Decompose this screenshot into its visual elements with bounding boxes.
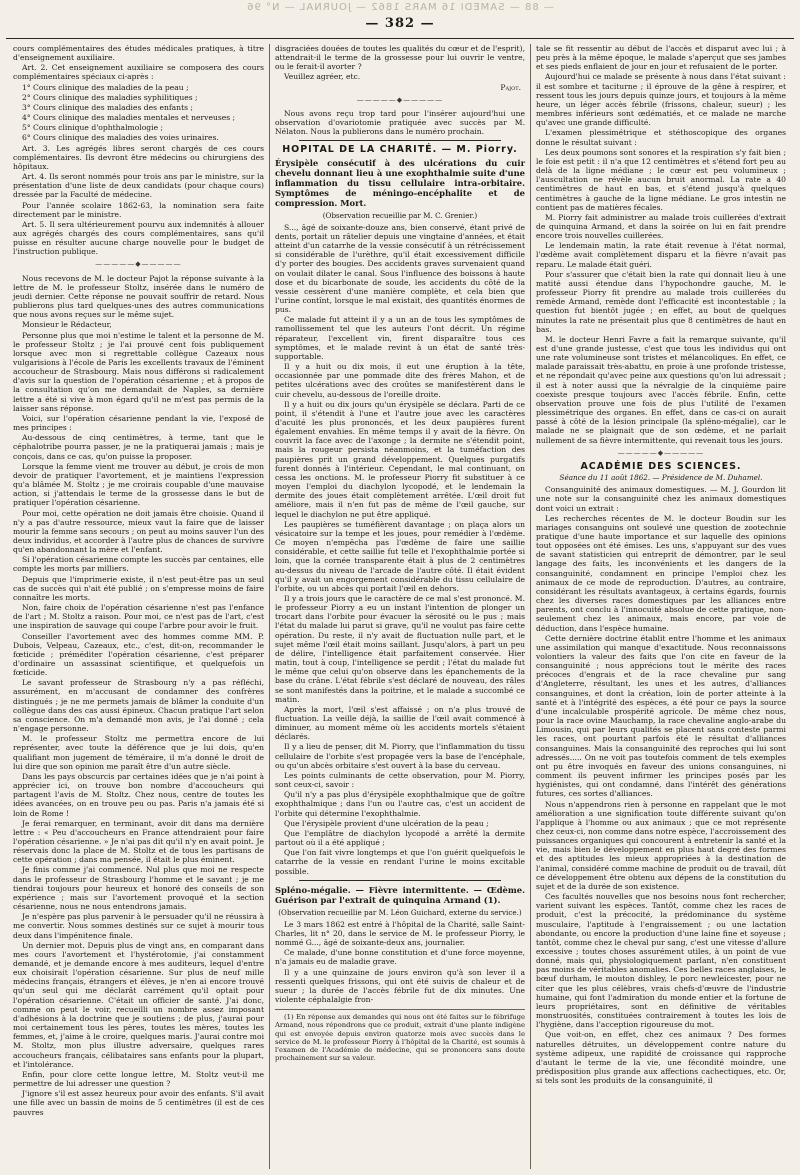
footnote [275,1009,525,1062]
closing-line: Veuillez agréer, etc. [284,72,361,82]
paragraph: Je ferai remarquer, en terminant, avoir dit dans ma dernière lettre : « Peu d'accoucheurs en France attendraient pour faire l'opération césarienne. » Je n'ai pas dit qu'il n'y en avait point. Je réservais donc la place de M. Stoltz et de tous les partisans de cette opération ; dans ma pensée, il était le plus éminent. [13,818,264,865]
list-item: 2° Cours clinique des maladies syphilitiques ; [22,92,198,102]
paragraph: Aujourd'hui ce malade se présente à nous dans l'état suivant : il est sombre et taciturne ; il éprouve de la gêne à respirer, et ressent tous les jours depuis quinze jours, et toujours à la même heure, un léger accès fébrile (frissons, chaleur, sueur) ; les membres inférieurs sont œdématiés, et ce malade ne marche qu'avec une grande difficulté. [536,72,786,128]
columns [8,44,792,1169]
paragraph: Ce malade, d'une bonne constitution et d'une force moyenne, n'a jamais eu de maladie grave. [275,948,525,967]
paragraph: Enfin, pour clore cette longue lettre, M. Stoltz veut-il me permettre de lui adresser une question ? [13,1069,264,1089]
paragraph: tale se fit ressentir au début de l'accès et disparut avec lui ; à peu près à la même époque, le malade s'aperçut que ses jambes et ses pieds enflaient de jour en jour et refusaient de le porter. [536,44,786,72]
divider [299,880,501,881]
paragraph: Que voit-on, en effet, chez ces animaux ? Des formes naturelles détruites, un développement contre nature du système adipeux, une rapidité de croissance qui rapproche d'autant le terme de la vie, une fécondité moindre, une prédisposition plus grande aux affections cachectiques, etc. Or, si tels sont les produits de la consanguinité, il [536,1030,786,1086]
paragraph: Les deux poumons sont sonores et la respiration s'y fait bien ; le foie est petit : il n'a que 12 centimètres et s'étend fort peu au delà de la ligne médiane ; le cœur est peu volumineux ; l'auscultation ne révèle aucun bruit anormal. La rate a 40 centimètres de haut en bas, et s'étend jusqu'à quelques centimètres à gauche de la ligne médiane. Le gros intestin ne contient pas de matières fécales. [536,147,786,212]
paragraph: M. le professeur Stoltz me permettra encore de lui représenter, avec toute la déférence que je lui dois, qu'en qualifiant mon jugement de téméraire, il m'a donné le droit de lui dire que son opinion me paraît être d'un autre siècle. [13,734,264,771]
column-middle [269,44,530,1169]
paragraph: Pour moi, cette opération ne doit jamais être choisie. Quand il n'y a pas d'autre ressource, mieux vaut la faire que de laisser mourir la femme sans secours ; on peut au moins sauver l'un des deux individus, et accorder à l'autre plus de chances de survivre qu'en abandonnant la mère et l'enfant. [13,508,264,555]
paragraph: Non, faire choix de l'opération césarienne n'est pas l'enfance de l'art ; M. Stoltz a raison. Pour moi, ce n'est pas de l'art, c'est une inspiration de sauvage qui coupe l'arbre pour avoir le fruit. [13,603,264,631]
bleed-through-text: — 88 — SAMEDI 16 MARS 1862 — JOURNAL — N° 96 [246,2,554,13]
paragraph: Que l'emplâtre de diachylon lycopodé a arrêté la dermite partout où il a été appliqué ; [275,828,525,848]
paragraph: Depuis que l'imprimerie existe, il n'est peut-être pas un seul cas de succès qui n'ait été publié ; on s'empresse moins de faire connaître les morts. [13,574,264,602]
signature: Pajot. [500,82,521,92]
ornament-separator: —————◆————— [617,448,705,457]
section-heading: HOPITAL DE LA CHARITÉ. — M. Piorry. [282,144,518,156]
paragraph: Le savant professeur de Strasbourg n'y a pas réfléchi, assurément, en m'accusant de condamner des confrères distingués ; je ne me permets jamais de blâmer la conduite d'un collègue dans des cas aussi épineux. Chacun pratique l'art selon sa conscience. On m'a demandé mon avis, je l'ai donné ; cela n'engage personne. [13,678,264,734]
paragraph: Je finis comme j'ai commencé. Nul plus que moi ne respecte dans le professeur de Strasbourg l'homme et le savant ; je me tiendrai toujours pour heureux et honoré des conseils de son expérience ; mais sur l'avortement provoqué et la section césarienne, nous ne nous entendrons jamais. [13,865,264,912]
paragraph: Un dernier mot. Depuis plus de vingt ans, en comparant dans mes cours l'avortement et l'hystérotomie, j'ai constamment demandé, et je demande encore à mes auditeurs, lequel d'entre eux choisirait l'opération césarienne. Sur plus de neuf mille médecins français, étrangers et élèves, je n'en ai encore trouvé qu'un seul qui me déclarât carrément qu'il optait pour l'opération césarienne. C'était un officier de santé. J'ai donc, comme on peut le voir, recueilli un nombre assez imposant d'adhésions à la doctrine que je soutiens ; de plus, j'aurai pour moi certainement tous les pères, toutes les mères, toutes les femmes, et, j'aime à le croire, quelques maris. J'aurai contre moi M. Stoltz, mon plus illustre adversaire, quelques rares accoucheurs français, célibataires sans enfants pour la plupart, et l'intolérance. [13,940,264,1069]
paragraph: Si l'opération césarienne compte les succès par centaines, elle compte les morts par milliers. [13,555,264,574]
paragraph: M. le docteur Henri Favre a fait la remarque suivante, qu'il est d'une grande justesse, c'est que tous les individus qui ont une rate volumineuse sont tristes et mélancoliques. En effet, ce malade paraissait très-abattu, en proie à une profonde tristesse, et ne répondait qu'avec peine aux questions qu'on lui adressait ; il est à noter aussi que la névralgie de la cinquième paire coexiste presque toujours avec l'accès fébrile. Enfin, cette observation prouve une fois de plus l'utilité de l'examen plessimétrique des organes. En effet, dans ce cas-ci on aurait passé à côté de la lésion principale (la spléno-mégalie), car le malade ne se plaignait que de son œdème, et ne parlait nullement de sa fièvre intermittente, qui revenait tous les jours. [536,334,786,445]
paragraph: Que l'on fait vivre longtemps et que l'on guérit quelquefois le catarrhe de la vessie en rendant l'urine le moins excitable possible. [275,848,525,876]
divider [299,140,501,141]
column-left [8,44,269,1169]
paragraph: L'examen plessimétrique et stéthoscopique des organes donne le résultat suivant : [536,128,786,147]
case-title: Érysipèle consécutif à des ulcérations du cuir chevelu donnant lieu à une exophthalmie suite d'une inflammation du tissu cellulaire intra-orbitaire. Symptômes de méningo-encéphalite et de compression. Mort. [275,157,525,208]
salutation: Monsieur le Rédacteur, [22,320,112,330]
ornament-separator: —————◆————— [356,95,444,104]
paragraph: Nous n'appendrons rien à personne en rappelant que le mot amélioration a une signification toute différente suivant qu'on l'applique à l'homme ou aux animaux ; que ce mot représente chez ceux-ci, non comme dans notre espèce, l'accroissement des puissances organiques qui concourent à entretenir la santé et la vie, mais bien le développement en plus haut degré des formes et des aptitudes les mieux appropriées à la destination de l'animal, considéré comme machine de produit ou de travail, dût ce développement être obtenu aux dépens de la constitution du sujet et de la durée de son existence. [536,799,786,891]
list-item: 5° Cours clinique d'ophthalmologie ; [22,123,164,133]
paragraph: Il y a huit ou dix mois, il eut une éruption à la tête, occasionnée par une pommade dite des frères Mahon, et de petites ulcérations avec des croûtes se manifestèrent dans le cuir chevelu, au-dessous de l'oreille droite. [275,362,525,399]
paragraph: cours complémentaires des études médicales pratiques, à titre d'enseignement auxiliaire. [13,44,264,63]
list-item: 3° Cours clinique des maladies des enfants ; [22,102,193,112]
paragraph: Le lendemain matin, la rate était revenue à l'état normal, l'œdème avait complètement disparu et la fièvre n'avait pas reparu. Le malade était guéri. [536,241,786,269]
paragraph: Pour s'assurer que c'était bien la rate qui donnait lieu à une matité aussi étendue dans l'hypochondre gauche, M. le professeur Piorry fit prendre au malade trois cuillerées du remède Armand, remède dont l'efficacité est incontestable ; la question fut bientôt jugée ; en effet, au bout de quelques minutes la rate ne présentait plus que 8 centimètres de haut en bas. [536,269,786,334]
list-item: 4° Cours clinique des maladies mentales et nerveuses ; [22,113,236,123]
paragraph: Art. 3. Les agrégés libres seront chargés de ces cours complémentaires. Ils devront être médecins ou chirurgiens des hôpitaux. [13,143,264,171]
paragraph: Voici, sur l'opération césarienne pendant la vie, l'exposé de mes principes : [13,413,264,433]
paragraph: Les paupières se tuméfièrent davantage ; on plaça alors un vésicatoire sur la tempe et les joues, pour remédier à l'œdème. Ce moyen n'empêcha pas l'œdème de faire une saillie considérable, et cette saillie fut telle et l'exophthalmie portée si loin, que la cornée transparente était à plus de 2 centimètres au-dessus du niveau de l'arcade de l'autre côté. Il était évident qu'il y avait un engorgement considérable du tissu cellulaire de l'orbite, ou un abcès qui portait l'œil en dehors. [275,519,525,593]
observation-note: (Observation recueillie par M. Léon Guichard, externe du service.) [278,907,522,917]
paragraph: disgraciées douées de toutes les qualités du cœur et de l'esprit), attendrait-il le terme de la grossesse pour lui ouvrir le ventre, ou le ferait-il avorter ? [275,44,525,72]
page-number: — 382 — [365,16,435,31]
paragraph: Qu'il n'y a pas plus d'érysipèle exophthalmique que de goître exophthalmique ; dans l'un ou l'autre cas, c'est un accident de l'orbite qui détermine l'exophthalmie. [275,790,525,818]
paragraph: Nous avons reçu trop tard pour l'insérer aujourd'hui une observation d'ovariotomie pratiquée avec succès par M. Nélaton. Nous la publierons dans le numéro prochain. [275,108,525,137]
paragraph: Il y a une quinzaine de jours environ qu'à son lever il a ressenti quelques frissons, qui ont été suivis de chaleur et de sueur ; la durée de l'accès fébrile fut de dix minutes. Une violente céphalalgie fron- [275,967,525,1005]
footnote-text: (1) En réponse aux demandes qui nous ont été faites sur le fébrifuge Armand, nous répondrons que ce produit, extrait d'une plante indigène qui est envoyée depuis environ quatorze mois avec succès dans le service de M. le professeur Piorry à l'hôpital de la Charité, est soumis à l'examen de l'Académie de médecine, qui se prononcera sans doute prochainement sur sa valeur. [275,1013,525,1063]
paragraph: Consanguinité des animaux domestiques. — M. J. Gourdon lit une note sur la consanguinité chez les animaux domestiques dont voici un extrait : [536,485,786,513]
paragraph: Dans les pays obscurcis par certaines idées que je n'ai point à apprécier ici, on trouve bon nombre d'accoucheurs qui partagent l'avis de M. Stoltz. Chez nous, centre de toutes les idées avancées, on en trouve peu ou pas. Paris n'a jamais été si loin de Rome ! [13,771,264,818]
paragraph: Le 3 mars 1862 est entré à l'hôpital de la Charité, salle Saint-Charles, lit n° 20, dans le service de M. le professeur Piorry, le nommé G..., âgé de soixante-deux ans, journalier. [275,919,525,948]
paragraph: Art. 4. Ils seront nommés pour trois ans par le ministre, sur la présentation d'une liste de deux candidats (pour chaque cours) dressée par la Faculté de médecine. [13,172,264,200]
session-line: Séance du 11 août 1862. — Présidence de M. Duhamel. [559,473,763,483]
paragraph: Personne plus que moi n'estime le talent et la personne de M. le professeur Stoltz ; je l'ai prouvé cent fois publiquement lorsque avec mon si regrettable collègue Cazeaux nous vulgarisions à l'école de Paris les excellents travaux de l'éminent accoucheur de Strasbourg. Mais nous différons si radicalement d'avis sur la question de l'opération césarienne ; et à propos de la consultation qu'on me demandait de Naples, sa dernière lettre a été si vive à mon égard qu'il ne m'est pas permis de la laisser sans réponse. [13,330,264,413]
paragraph: M. Piorry fait administrer au malade trois cuillerées d'extrait de quinquina Armand, et dans la soirée on lui en fait prendre encore trois nouvelles cuillerées. [536,212,786,241]
paragraph: J'ignore s'il est assez heureux pour avoir des enfants. S'il avait une fille avec un bassin de moins de 5 centimètres (il est de ces pauvres [13,1089,264,1117]
paragraph: Art. 2. Cet enseignement auxiliaire se composera des cours complémentaires spéciaux ci-après : [13,63,264,82]
paragraph: Après la mort, l'œil s'est affaissé ; on n'a plus trouvé de fluctuation. La veille déjà, la saillie de l'œil avait commencé à diminuer, au moment même où les accidents mortels s'étaient déclarés. [275,704,525,742]
page-header [6,2,794,39]
list-item: 1° Cours clinique des maladies de la peau ; [22,82,189,92]
section-heading: ACADÉMIE DES SCIENCES. [580,460,742,472]
paragraph: Conseiller l'avortement avec des hommes comme MM. P. Dubois, Velpeau, Cazeaux, etc., c'est, dit-on, recommander le fœticide ; préméditer l'opération césarienne, c'est préparer d'ordinaire un assassinat scientifique, et quelquefois un fœticide. [13,631,264,678]
paragraph: Au-dessous de cinq centimètres, à terme, tant que le céphalotribe pourra passer, je ne la pratiquerai jamais ; mais je conçois, dans ce cas, qu'on puisse la proposer. [13,433,264,461]
paragraph: Les recherches récentes de M. le docteur Boudin sur les mariages consanguins ont soulevé une question de zootechnie pratique d'une haute importance et sur laquelle des opinions tout opposées ont été émises. Les uns, s'appuyant sur des vues de savant statisticien qui entreprit de démontrer, par le seul langage des faits, les inconvénients et les dangers de la consanguinité, condamnent en principe l'emploi chez les animaux de ce mode de reproduction. D'autres, au contraire, considérant les résultats avantageux, à certains égards, fournis chez les diverses races domestiques par les alliances entre parents, ont conclu à l'innocuité absolue de cette pratique, non-seulement chez les animaux, mais encore, par voie de déduction, dans l'espèce humaine. [536,513,786,633]
paragraph: Cette dernière doctrine établit entre l'homme et les animaux une assimilation qui manque d'exactitude. Nous reconnaissons volontiers la valeur des faits que l'on cite en faveur de la consanguinité ; nous apprécions tout le mérite des races précoces d'engrais et de la race chevaline pur sang d'Angleterre, résultant, les unes et les autres, d'alliances consanguines, et dont la création, loin de porter atteinte à la santé et à l'intégrité des espèces, a été pour ce pays la source d'une incalculable prospérité agricole. De même chez nous, pour la race ovine Mauchamp, la race chevaline anglo-arabe du Limousin, qui par leurs qualités se placent sans conteste parmi les races, ont pourtant parfois été le résultat d'alliances consanguines. Mais la consanguinité des reproches qui lui sont adressés..... On ne voit pas toutefois comment de tels exemples ont pu être invoqués en faveur des unions consanguines, ni comment ils peuvent infirmer les principes posés par les hygiénistes, qui ont condamné, dans l'intérêt des générations futures, ces sortes d'alliances. [536,633,786,799]
paragraph: Nous recevons de M. le docteur Pajot la réponse suivante à la lettre de M. le professeur Stoltz, insérée dans le numéro de jeudi dernier. Cette réponse ne pouvait souffrir de retard. Nous publierons plus tard quelques-unes des autres communications que nous avons reçues sur le même sujet. [13,273,264,320]
paragraph: Ces facultés nouvelles que nos besoins nous font rechercher, varient suivant les espèces. Tantôt, comme chez les races de produit, c'est la précocité, la prédominance du système musculaire, l'aptitude à l'engraissement ; ou une lactation abondante, ou encore la production d'une laine fine et soyeuse ; tantôt, comme chez le cheval pur sang, c'est une vitesse d'allure excessive ; toutes choses assurément utiles, à un point de vue donné, mais qui, physiologiquement parlant, n'en constituent pas moins de véritables anomalies. Ces belles races anglaises, le bœuf durham, le mouton dishley, le porc newleicester, pour ne citer que les plus célèbres, vrais chefs-d'œuvre de l'industrie humaine, qui font l'admiration du monde entier et la fortune de leurs propriétaires, sont en définitive de véritables monstruosités, constituées contrairement à toutes les lois de l'hygiène, dans l'acception rigoureuse du mot. [536,892,786,1030]
column-right [530,44,791,1169]
ornament-separator: —————◆————— [95,260,182,269]
paragraph: Il y a lieu de penser, dit M. Piorry, que l'inflammation du tissu cellulaire de l'orbite s'est propagée vers la base de l'encéphale, ou qu'un abcès orbitaire s'est ouvert à la base du cerveau. [275,742,525,770]
paragraph: Je n'espère pas plus parvenir à le persuader qu'il ne réussira à me convertir. Nous sommes destinés sur ce sujet à mourir tous deux dans l'impénitence finale. [13,912,264,940]
paragraph: S..., âgé de soixante-douze ans, bien conservé, étant privé de dents, portait un râtelier depuis une vingtaine d'années, et était atteint d'un catarrhe de la vessie consécutif à un rétrécissement si considérable de l'urèthre, qu'il était excessivement difficile d'y porter des bougies. Des accidents graves survenaient quand on voulait dilater le canal. Sous l'influence des boissons à haute dose et du bicarbonate de soude, les accidents du côté de la vessie cessèrent d'une manière complète, et cela bien que l'urine contînt, lorsque le mal existait, des quantités énormes de pus. [275,222,525,315]
paragraph: Art. 5. Il sera ultérieurement pourvu aux indemnités à allouer aux agrégés chargés des cours complémentaires, sans qu'il puisse en résulter aucune charge nouvelle pour le budget de l'instruction publique. [13,219,264,257]
paragraph: Il y a huit ou dix jours qu'un érysipèle se déclara. Parti de ce point, il s'étendit à l'une et l'autre joue avec les caractères d'acuité les plus prononcés, et les deux paupières furent également envahies. En même temps il y avait de la fièvre. On couvrit la face avec de l'axonge ; la dermite ne s'étendit point, mais la rougeur persista néanmoins, et la tuméfaction des paupières prit un grand développement. Quelques purgatifs furent donnés à l'intérieur. Cependant, le mal continuant, on cessa les onctions. M. le professeur Piorry fit substituer à ce moyen l'emploi du diachylon lycopodé, et le lendemain la dermite des joues était complètement arrêtée. L'œil droit fut améliore, mais il n'en fut pas de même de l'œil gauche, sur lequel le diachylon ne put être appliqué. [275,399,525,519]
paragraph: Lorsque la femme vient me trouver au début, je crois de mon devoir de pratiquer l'avortement, et je maintiens l'expression qu'a blâmée M. Stoltz ; je me croirais coupable d'une mauvaise action, si j'attendais le terme de la grossesse dans le but de pratiquer l'opération césarienne. [13,461,264,508]
paragraph: Que l'érysipèle provient d'une ulcération de la peau ; [284,818,489,828]
paragraph: Pour l'année scolaire 1862-63, la nomination sera faite directement par le ministre. [13,200,264,219]
case-title: Spléno-mégalie. — Fièvre intermittente. — Œdème. Guérison par l'extrait de quinquina Armand (1). [275,884,525,905]
paragraph: Ce malade fut atteint il y a un an de tous les symptômes de ramollissement tel que les auteurs l'ont décrit. Un régime réparateur, l'excellent vin, firent disparaître tous ces symptômes, et le malade revint à un état de santé très-supportable. [275,315,525,361]
paragraph: Il y a trois jours que le caractère de ce mal s'est prononcé. M. le professeur Piorry a eu un instant l'intention de plonger un trocart dans l'orbite pour évacuer la sérosité ou le pus ; mais l'état du malade lui parut si grave, qu'il ne voulut pas faire cette opération. Du reste, il n'y avait de fluctuation nulle part, et le sujet même l'œil était moins saillant. Jusqu'alors, à part un peu de délire, l'intelligence était parfaitement conservée. Hier matin, tout à coup, l'intelligence se perdit ; l'état du malade fut le même que celui qu'on observe dans les épanchements de la base du crâne. L'état fébrile s'est déclaré de nouveau, des râles se sont manifestés dans la poitrine, et le malade a succombé ce matin. [275,593,525,704]
list-item: 6° Cours clinique des maladies des voies urinaires. [22,133,219,143]
paragraph: Les points culminants de cette observation, pour M. Piorry, sont ceux-ci, savoir : [275,770,525,790]
observation-note: (Observation recueillie par M. C. Grenier.) [322,210,478,220]
